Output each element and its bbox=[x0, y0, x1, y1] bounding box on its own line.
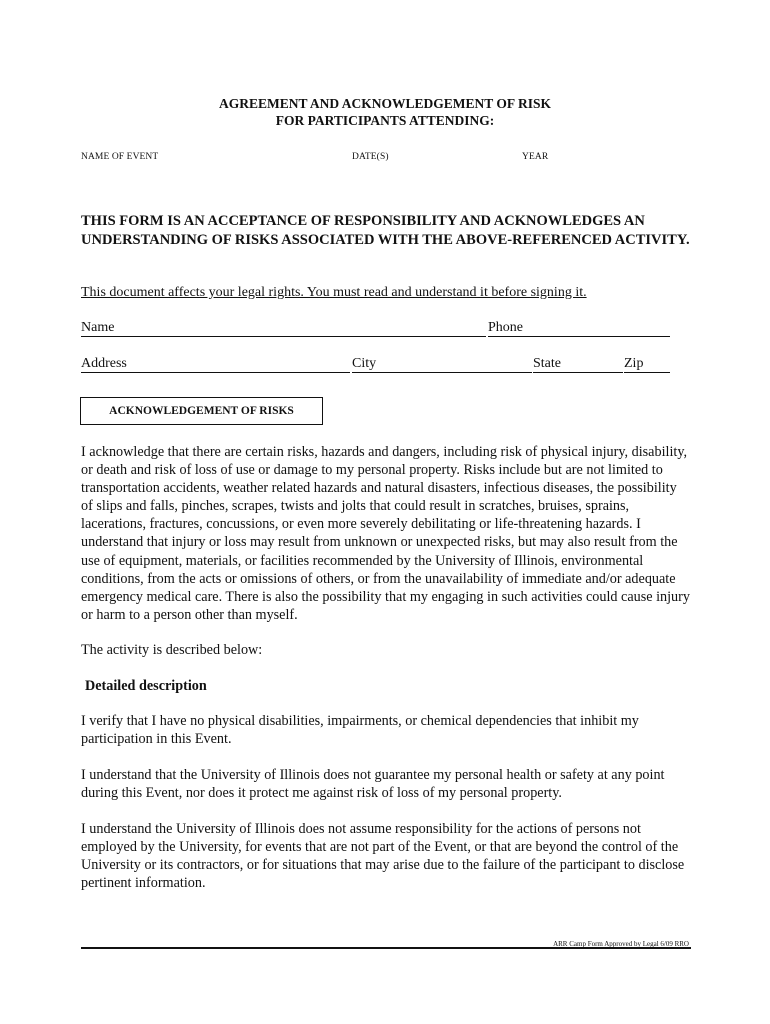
activity-intro: The activity is described below: bbox=[81, 642, 263, 658]
address-field-line[interactable] bbox=[81, 372, 350, 373]
form-title-line-2: FOR PARTICIPANTS ATTENDING: bbox=[275, 113, 495, 128]
dates-label: DATE(S) bbox=[352, 152, 389, 162]
acknowledgement-of-risks-box: ACKNOWLEDGEMENT OF RISKS bbox=[80, 397, 323, 425]
detailed-description-heading: Detailed description bbox=[85, 678, 207, 694]
name-of-event-label: NAME OF EVENT bbox=[81, 152, 159, 162]
city-field-label: City bbox=[352, 356, 377, 371]
phone-field-line[interactable] bbox=[488, 336, 670, 337]
state-field-line[interactable] bbox=[533, 372, 623, 373]
legal-notice: This document affects your legal rights. You must read and understand it before signing it. bbox=[81, 285, 587, 300]
verify-paragraph: I verify that I have no physical disabilities, impairments, or chemical dependencies that inhibit my participation in this Event. bbox=[81, 713, 639, 748]
state-field-label: State bbox=[533, 356, 561, 371]
acceptance-heading: THIS FORM IS AN ACCEPTANCE OF RESPONSIBILITY AND ACKNOWLEDGES AN UNDERSTANDING OF RISKS ASSOCIATED WITH THE ABOVE-REFERENCED ACTIVITY. bbox=[81, 213, 690, 248]
no-responsibility-paragraph: I understand the University of Illinois does not assume responsibility for the actions of persons not employed by the University, for events that are not part of the Event, or that are beyond the control of the University or its contractors, or for situations that may arise due to the failure of the participant to disclose pertinent information. bbox=[81, 821, 685, 892]
name-field-label: Name bbox=[81, 320, 115, 335]
address-field-label: Address bbox=[81, 356, 127, 371]
form-title-line-1: AGREEMENT AND ACKNOWLEDGEMENT OF RISK bbox=[218, 96, 552, 111]
no-guarantee-paragraph: I understand that the University of Illinois does not guarantee my personal health or safety at any point during this Event, nor does it protect me against risk of loss of my personal property. bbox=[81, 767, 665, 802]
zip-field-label: Zip bbox=[624, 356, 644, 371]
city-field-line[interactable] bbox=[352, 372, 532, 373]
footer-rule bbox=[81, 947, 691, 949]
phone-field-label: Phone bbox=[488, 320, 523, 335]
footer-approval-note: ARR Camp Form Approved by Legal 6/09 RRO bbox=[553, 940, 689, 948]
year-label: YEAR bbox=[522, 152, 549, 162]
name-field-line[interactable] bbox=[81, 336, 486, 337]
zip-field-line[interactable] bbox=[624, 372, 670, 373]
risks-paragraph: I acknowledge that there are certain risks, hazards and dangers, including risk of physical injury, disability, or death and risk of loss of use or damage to my personal property. Risks include but are not limited to transportation accidents, weather related hazards and natural disasters, infectious diseases, the possibility of slips and falls, pinches, scrapes, twists and jolts that could result in scratches, bruises, sprains, lacerations, fractures, concussions, or even more severely debilitating or life-threatening hazards. I understand that injury or loss may result from unknown or unexpected risks, but may also result from the use of equipment, materials, or facilities recommended by the University of Illinois, environmental conditions, from the acts or omissions of others, or from the unavailability of immediate and/or adequate emergency medical care. There is also the possibility that my engaging in such activities could cause injury or harm to a person other than myself. bbox=[81, 444, 690, 623]
